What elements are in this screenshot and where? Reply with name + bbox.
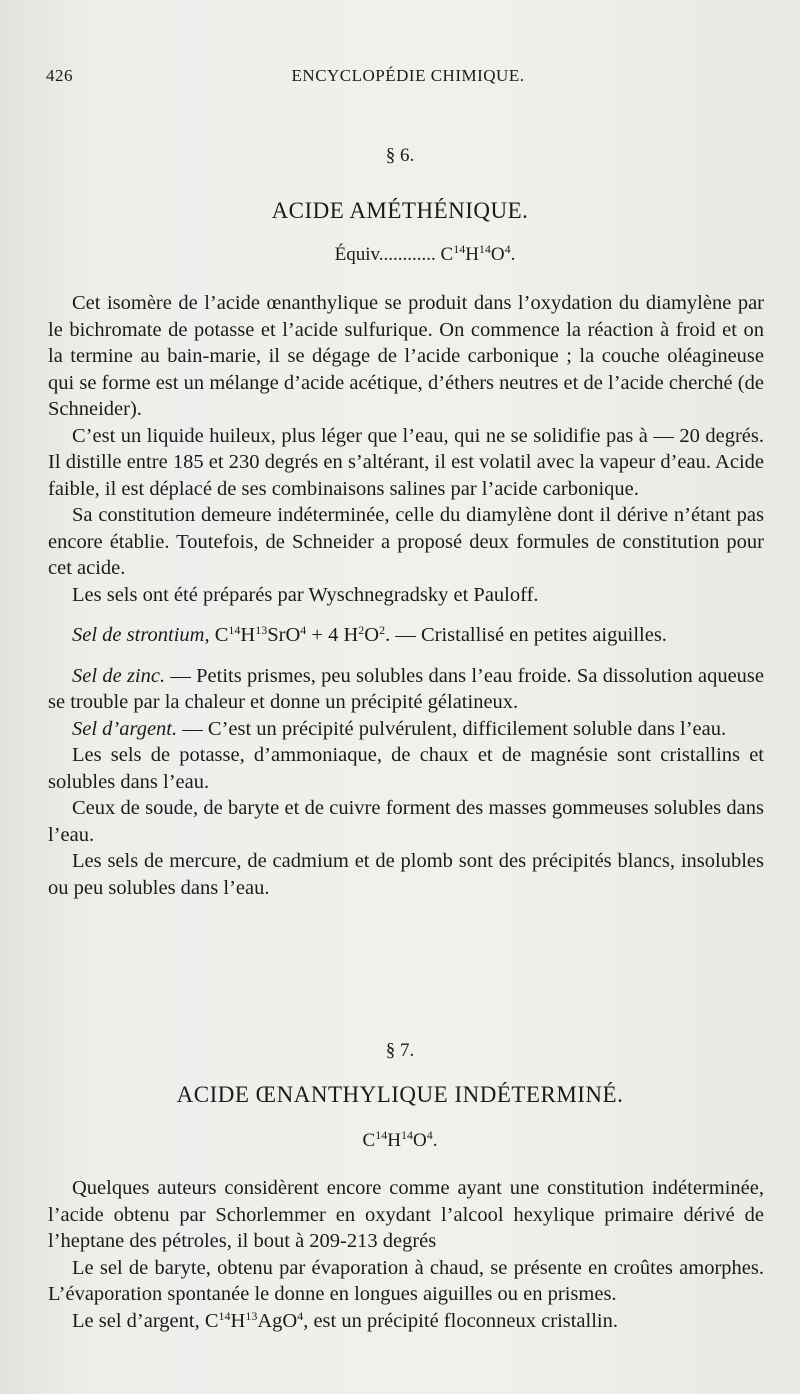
section-6-mark: § 6. [385,145,415,166]
paragraph-silver-salt: Sel d’argent. — C’est un précipité pulvérulent, difficilement soluble dans l’eau. [72,717,727,740]
section-7-mark: § 7. [385,1040,415,1061]
paragraph-zinc-salt: Sel de zinc. — Petits prismes, peu solubles dans l’eau froide. Sa dissolution aqueuse se trouble par la chaleur et donne un précipité gélatineux. [48,664,764,713]
section-6-equivalent [290,244,560,266]
paragraph: Ceux de soude, de baryte et de cuivre forment des masses gommeuses solubles dans l’eau. [48,797,764,846]
section-7-title: ACIDE ŒNANTHYLIQUE INDÉTERMINÉ. [176,1082,624,1107]
section-6-body [48,290,764,901]
running-header [46,66,770,90]
running-title: ENCYCLOPÉDIE CHIMIQUE. [291,66,525,85]
paragraph: Sa constitution demeure indéterminée, celle du diamylène dont il dérive n’étant pas encore établie. Toutefois, de Schneider a proposé deux formules de constitution pour cet acide. [48,504,764,579]
paragraph-strontium-salt: Sel de strontium, $C^{14}H^{13}SrO^4 + 4$ $H^2O^2$. — Cristallisé en petites aiguilles. [72,623,667,646]
page-number: 426 [46,66,73,85]
section-7-body [48,1175,764,1334]
equiv-label: Équiv............ [334,244,436,265]
paragraph: Les sels ont été préparés par Wyschnegradsky et Pauloff. [72,583,539,606]
section-6-title: ACIDE AMÉTHÉNIQUE. [271,198,529,223]
paragraph: Le sel de baryte, obtenu par évaporation à chaud, se présente en croûtes amorphes. L’évaporation spontanée le donne en longues aiguilles ou en prismes. [48,1256,764,1305]
section-7-formula: $C^{14}H^{14}O^4$. [362,1128,438,1151]
paragraph: C’est un liquide huileux, plus léger que l’eau, qui ne se solidifie pas à — 20 degrés. Il distille entre 185 et 230 degrés en s’altérant, il est volatil avec la vapeur d’eau. Acide faible, il est déplacé de ses combinaisons salines par l’acide carbonique. [48,424,764,500]
paragraph: Quelques auteurs considèrent encore comme ayant une constitution indéterminée, l’acide obtenu par Schorlemmer en oxydant l’alcool hexylique primaire dérivé de l’heptane des pétroles, il bout à 209-213 degrés [48,1177,764,1252]
paragraph-silver-salt: Le sel d’argent, $C^{14}H^{13}AgO^4$, est un précipité floconneux cristallin. [72,1308,618,1332]
equiv-formula: $C^{14}H^{14}O^4$. [440,242,516,265]
paragraph: Cet isomère de l’acide œnanthylique se produit dans l’oxydation du diamylène par le bichromate de potasse et l’acide sulfurique. On commence la réaction à froid et on la termine au bain-marie, il se dégage de l’acide carbonique ; la couche oléagineuse qui se forme est un mélange d’acide acétique, d’éthers neutres et de l’acide cherché (de Schneider). [48,292,764,420]
paragraph: Les sels de mercure, de cadmium et de plomb sont des précipités blancs, insolubles ou peu solubles dans l’eau. [48,850,764,899]
paragraph: Les sels de potasse, d’ammoniaque, de chaux et de magnésie sont cristallins et solubles dans l’eau. [48,744,764,793]
